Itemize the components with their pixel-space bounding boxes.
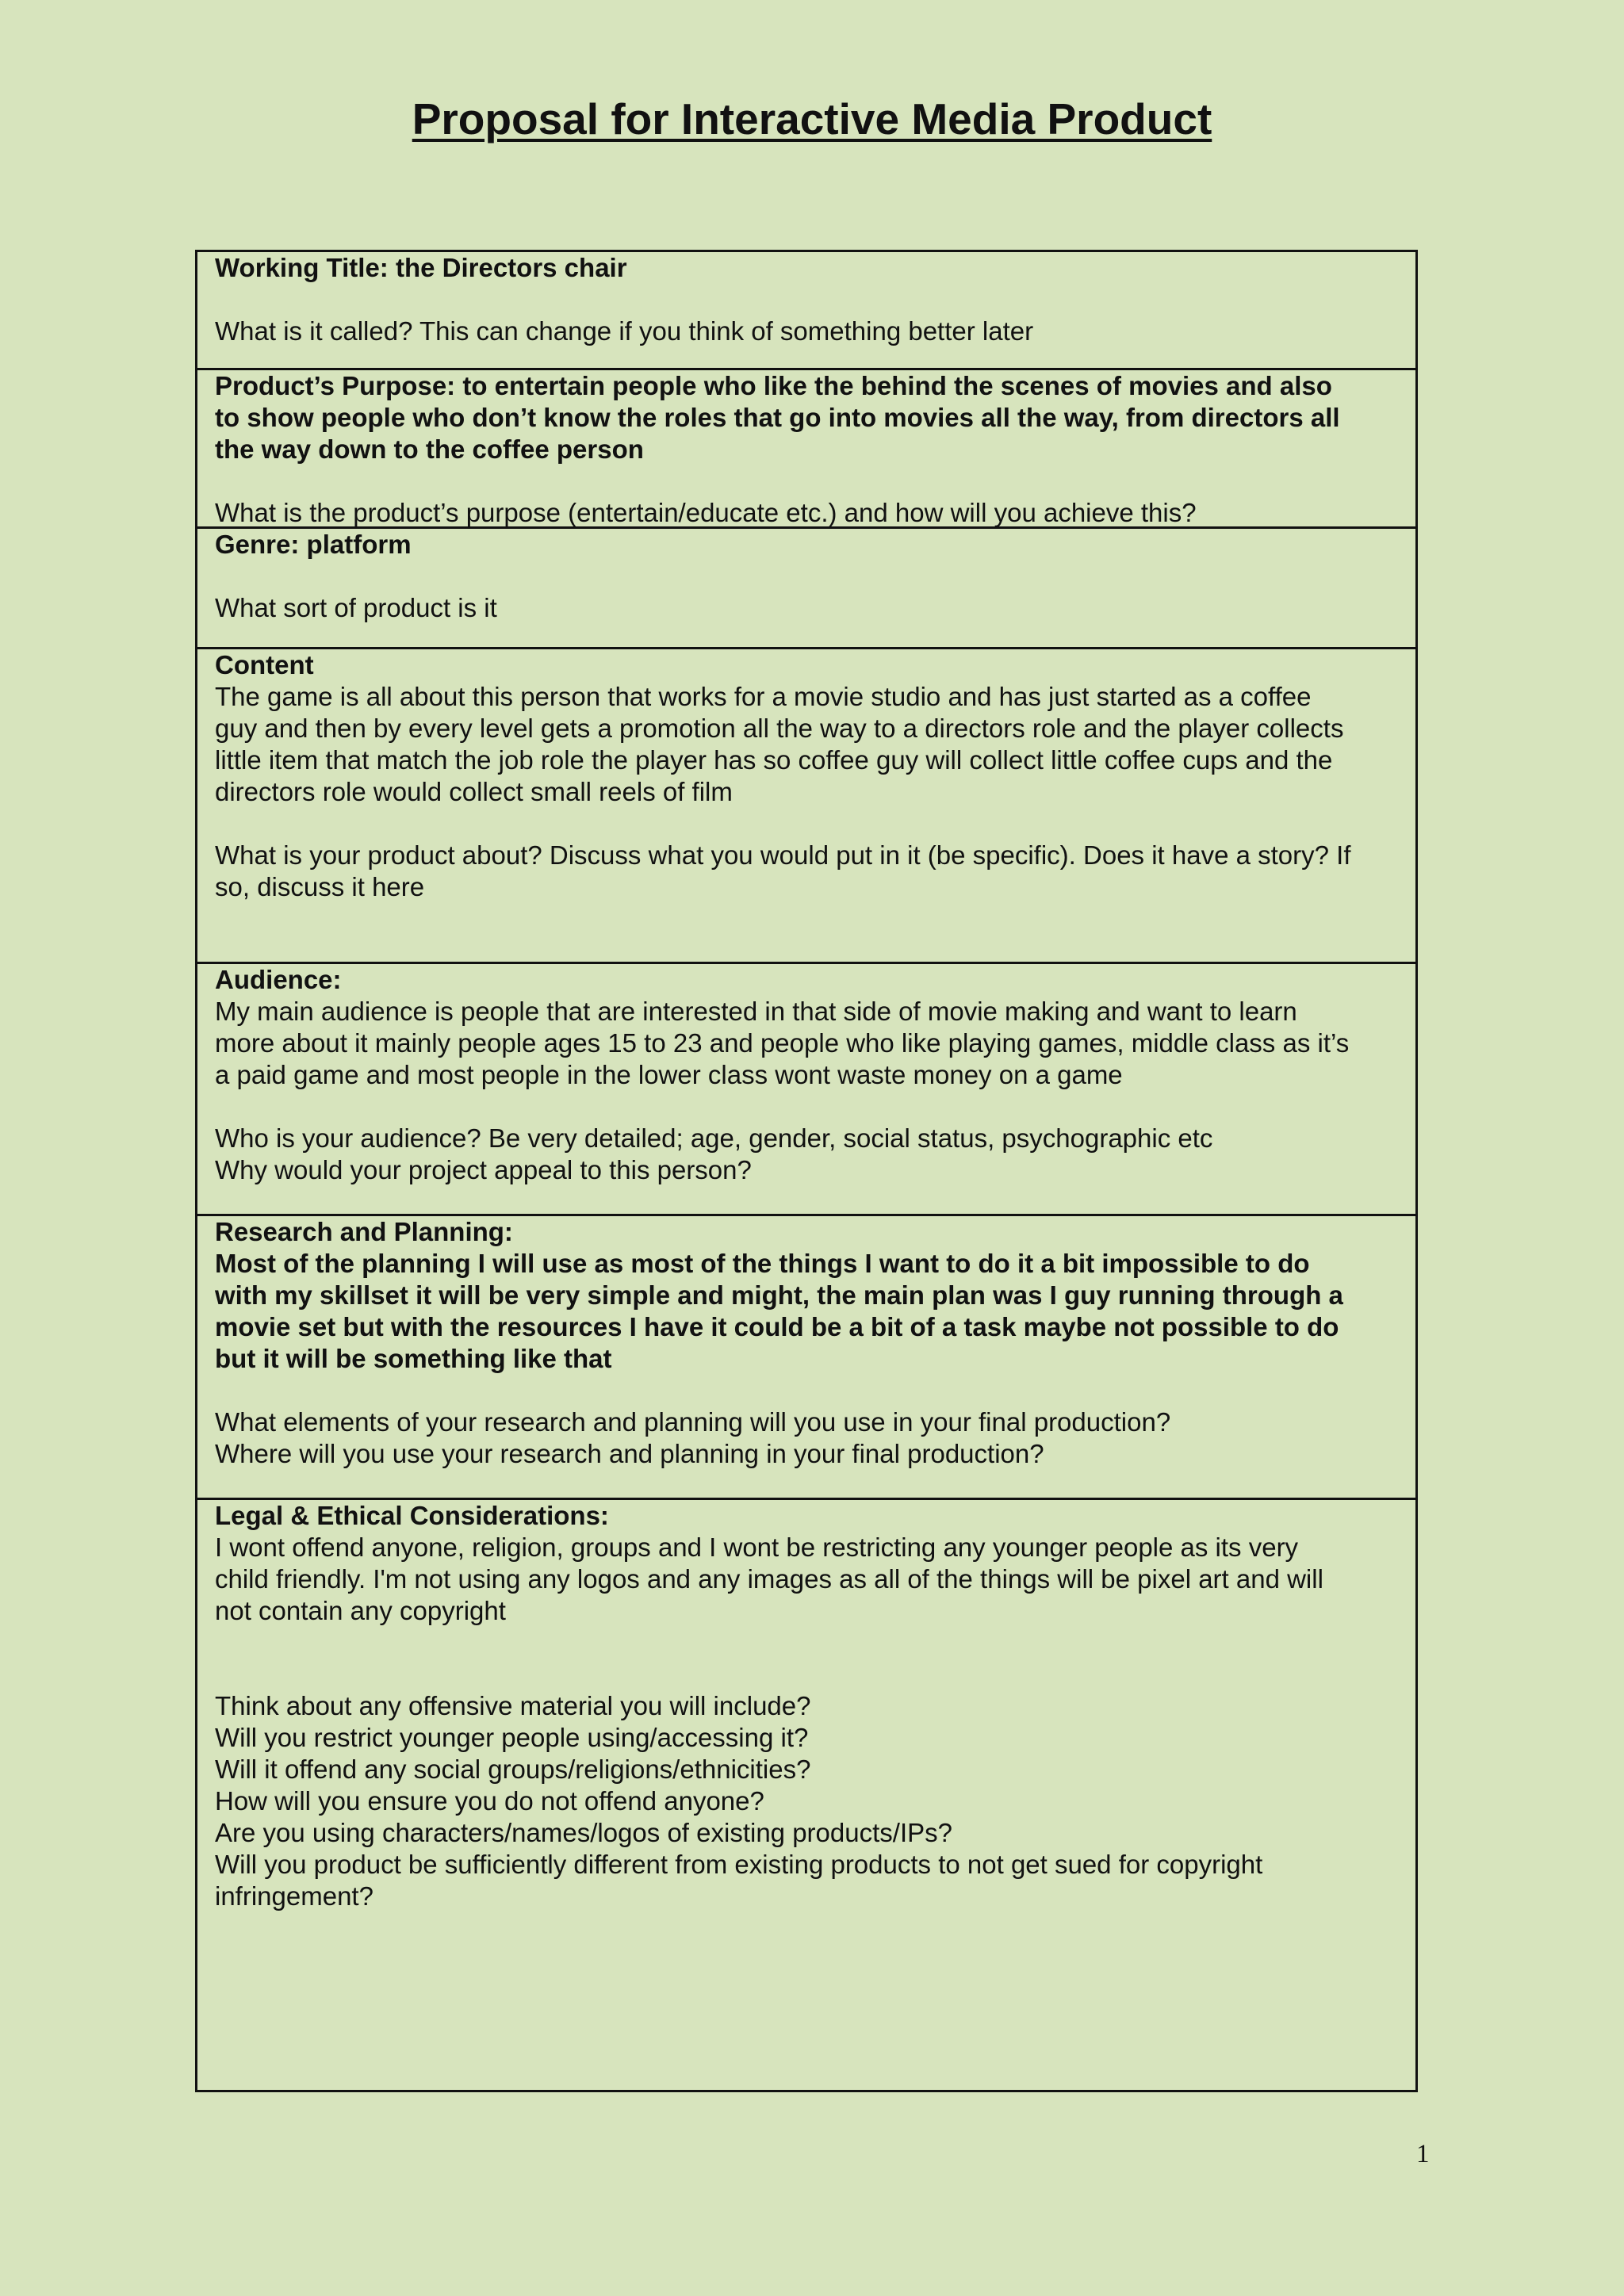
spacer [215,1091,1395,1123]
research-answer-line: with my skillset it will be very simple and might, the main plan was I guy running through a [215,1280,1343,1310]
content-prompt-line: so, discuss it here [215,872,425,901]
genre-prompt: What sort of product is it [215,593,497,622]
research-prompt-line: Where will you use your research and planning in your final production? [215,1439,1044,1468]
legal-prompt-line: infringement? [215,1881,373,1911]
legal-prompt-line: Think about any offensive material you will include? [215,1691,811,1720]
content-answer-line: The game is all about this person that works for a movie studio and has just started as a coffee [215,682,1312,711]
legal-heading: Legal & Ethical Considerations: [215,1501,609,1530]
audience-answer-line: more about it mainly people ages 15 to 23 and people who like playing games, middle class as it’s [215,1028,1350,1058]
audience-answer-line: a paid game and most people in the lower class wont waste money on a game [215,1060,1123,1089]
purpose-answer-line: to show people who don’t know the roles that go into movies all the way, from directors all [215,403,1340,432]
research-answer-line: movie set but with the resources I have it could be a bit of a task maybe not possible to do [215,1312,1339,1341]
purpose-prompt: What is the product’s purpose (entertain/educate etc.) and how will you achieve this? [215,498,1197,526]
genre-answer: Genre: platform [215,530,412,559]
working-title-section [197,252,1415,368]
legal-answer-line: not contain any copyright [215,1596,506,1625]
content-prompt-line: What is your product about? Discuss what you would put in it (be specific). Does it have a story? If [215,840,1351,870]
legal-prompt-line: How will you ensure you do not offend anyone? [215,1786,764,1816]
legal-answer-line: I wont offend anyone, religion, groups and I wont be restricting any younger people as its very [215,1533,1299,1562]
spacer [215,465,1395,497]
page-title-text: Proposal for Interactive Media Product [412,94,1212,144]
spacer [215,561,1395,592]
legal-prompt-line: Will you restrict younger people using/accessing it? [215,1723,809,1752]
content-heading: Content [215,650,314,679]
spacer [215,808,1395,840]
audience-prompt-line: Who is your audience? Be very detailed; age, gender, social status, psychographic etc [215,1123,1213,1153]
purpose-answer-line: Product’s Purpose: to entertain people who like the behind the scenes of movies and also [215,371,1332,400]
research-answer-line: but it will be something like that [215,1344,612,1373]
proposal-form-table [195,250,1418,2092]
audience-heading: Audience: [215,965,342,994]
spacer [215,284,1395,316]
purpose-section [197,368,1415,526]
legal-section [197,1498,1415,2090]
working-title-answer: Working Title: the Directors chair [215,253,627,282]
page-title [0,91,1624,147]
content-answer-line: guy and then by every level gets a promotion all the way to a directors role and the player collects [215,714,1344,743]
research-heading: Research and Planning: [215,1217,513,1246]
audience-section [197,962,1415,1214]
page-number: 1 [1416,2140,1430,2168]
legal-prompt-line: Will it offend any social groups/religions/ethnicities? [215,1755,811,1784]
spacer [215,1659,1395,1690]
audience-prompt-line: Why would your project appeal to this person? [215,1155,752,1184]
working-title-prompt: What is it called? This can change if you think of something better later [215,316,1034,346]
content-answer-line: directors role would collect small reels of film [215,777,733,806]
genre-section [197,526,1415,647]
legal-prompt-line: Are you using characters/names/logos of existing products/IPs? [215,1818,952,1847]
purpose-answer-line: the way down to the coffee person [215,434,644,464]
spacer [215,1627,1395,1659]
content-section [197,647,1415,962]
spacer [215,1375,1395,1406]
audience-answer-line: My main audience is people that are interested in that side of movie making and want to learn [215,997,1297,1026]
legal-prompt-line: Will you product be sufficiently different from existing products to not get sued for copyright [215,1850,1263,1879]
research-prompt-line: What elements of your research and planning will you use in your final production? [215,1407,1171,1437]
content-answer-line: little item that match the job role the player has so coffee guy will collect little coffee cups and the [215,745,1333,775]
research-section [197,1214,1415,1498]
research-answer-line: Most of the planning I will use as most of the things I want to do it a bit impossible to do [215,1249,1310,1278]
legal-answer-line: child friendly. I'm not using any logos and any images as all of the things will be pixel art and will [215,1564,1323,1594]
